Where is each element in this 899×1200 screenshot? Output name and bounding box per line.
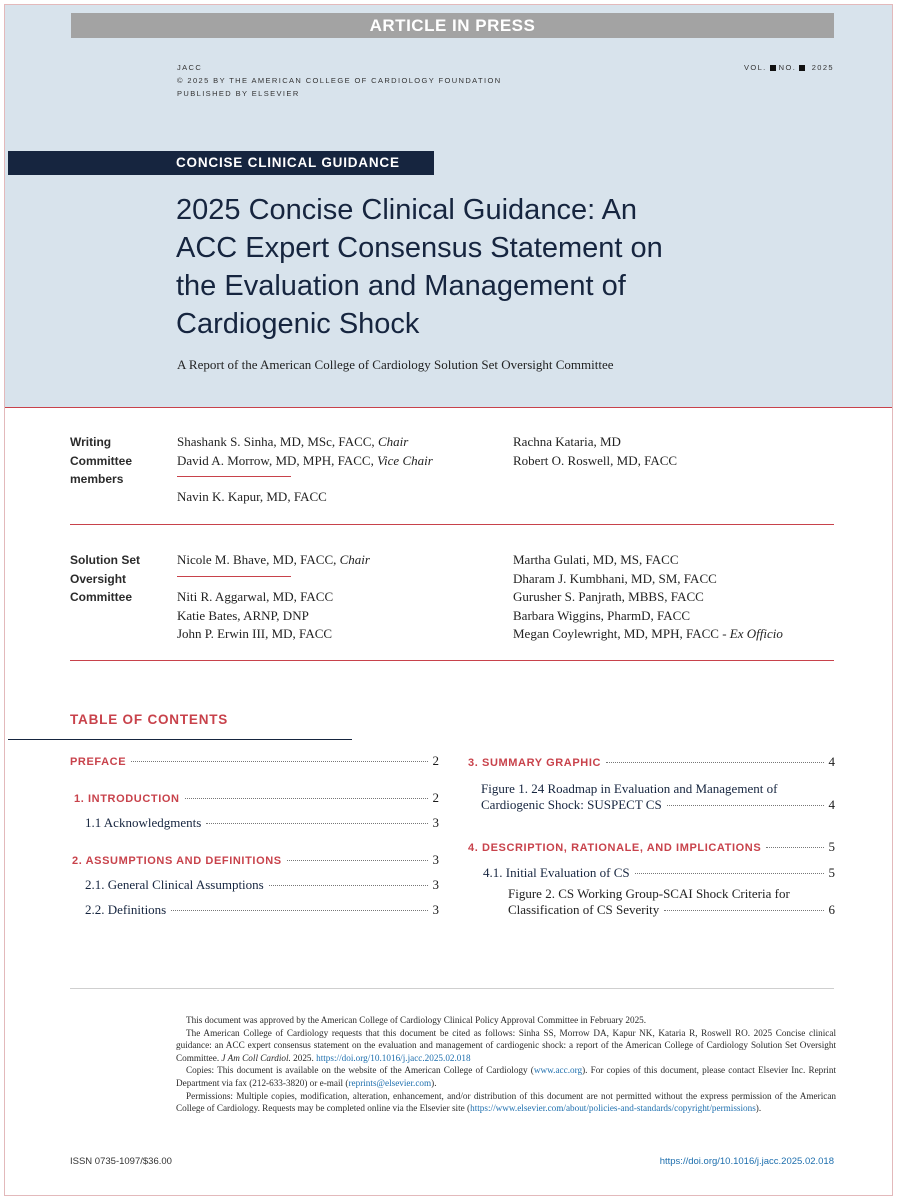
toc-entry-initial-evaluation[interactable]: 4.1. Initial Evaluation of CS 5 — [483, 865, 835, 880]
volume-info — [700, 61, 834, 74]
oversight-right-column — [513, 551, 783, 644]
acc-website-link[interactable]: www.acc.org — [533, 1065, 583, 1076]
no-label: NO. — [778, 63, 797, 72]
publisher-line: PUBLISHED BY ELSEVIER — [177, 89, 300, 98]
toc-entry-summary-graphic[interactable]: 3. SUMMARY GRAPHIC 4 — [468, 754, 835, 769]
committee-divider — [70, 660, 834, 661]
oversight-member: Niti R. Aggarwal, MD, FACC — [177, 589, 334, 604]
title-line: the Evaluation and Management of — [176, 270, 626, 302]
toc-entry-figure1[interactable]: Cardiogenic Shock: SUSPECT CS 4 — [481, 797, 835, 812]
oversight-member: Barbara Wiggins, PharmD, FACC — [513, 607, 691, 623]
citation-note: The American College of Cardiology requests that this document be cited as follows: Sinha SS, Morrow DA, Kapur NK, Kataria R, Roswell RO. 2025 Concise clinical guidance: an ACC expert consensus statement on the evaluation and management of cardiogenic shock: a report of the American College of Cardiology Solution Set Oversight Committee. J Am Coll Cardiol. 2025. https://doi.org/10.1016/j.jacc.2025.02.018 — [176, 1027, 836, 1063]
section-label: CONCISE CLINICAL GUIDANCE — [176, 155, 400, 170]
oversight-chair-divider — [177, 576, 291, 577]
redacted-square-icon — [799, 65, 805, 71]
article-in-press-banner: ARTICLE IN PRESS — [71, 13, 834, 38]
writing-committee-chairs — [177, 433, 433, 470]
permissions-link[interactable]: https://www.elsevier.com/about/policies-and-standards/copyright/permissions — [470, 1103, 756, 1114]
toc-entry-assumptions[interactable]: 2. ASSUMPTIONS AND DEFINITIONS 3 — [72, 852, 439, 867]
oversight-member: Katie Bates, ARNP, DNP — [177, 607, 309, 623]
toc-entry-definitions[interactable]: 2.2. Definitions 3 — [85, 902, 439, 917]
chair-divider — [177, 476, 291, 477]
footer-doi-link[interactable]: https://doi.org/10.1016/j.jacc.2025.02.018 — [659, 1156, 834, 1167]
oversight-left-column — [177, 588, 333, 644]
redacted-square-icon — [770, 65, 776, 71]
copyright-line: © 2025 BY THE AMERICAN COLLEGE OF CARDIOLOGY FOUNDATION — [177, 76, 502, 85]
writing-committee-member: Robert O. Roswell, MD, FACC — [513, 452, 678, 468]
oversight-ex-officio: Megan Coylewright, MD, MPH, FACC - Ex Officio — [513, 626, 783, 641]
toc-underline — [8, 739, 352, 740]
toc-entry-description[interactable]: 4. DESCRIPTION, RATIONALE, AND IMPLICATIONS 5 — [468, 839, 835, 854]
approval-note: This document was approved by the American College of Cardiology Clinical Policy Approval Committee in February 2025. — [186, 1015, 647, 1025]
oversight-member: John P. Erwin III, MD, FACC — [177, 626, 333, 641]
writing-committee-member: Navin K. Kapur, MD, FACC — [177, 489, 327, 504]
toc-entry-figure2[interactable]: Classification of CS Severity 6 — [508, 902, 835, 917]
article-title — [176, 191, 776, 343]
writing-committee-right-column — [513, 433, 677, 470]
writing-committee-label: Writing Committee members — [70, 435, 133, 486]
toc-title: TABLE OF CONTENTS — [70, 712, 229, 727]
oversight-member: Martha Gulati, MD, MS, FACC — [513, 552, 679, 567]
toc-entry-introduction[interactable]: 1. INTRODUCTION 2 — [74, 790, 439, 805]
oversight-member: Gurusher S. Panjrath, MBBS, FACC — [513, 589, 704, 604]
footnotes — [176, 1014, 836, 1115]
citation-doi-link[interactable]: https://doi.org/10.1016/j.jacc.2025.02.018 — [316, 1052, 471, 1063]
article-subtitle: A Report of the American College of Cardiology Solution Set Oversight Committee — [177, 357, 614, 372]
writing-chair: Shashank S. Sinha, MD, MSc, FACC, Chair — [177, 434, 409, 449]
year-label: 2025 — [811, 63, 834, 72]
vol-label: VOL. — [743, 63, 767, 72]
oversight-member: Dharam J. Kumbhani, MD, SM, FACC — [513, 570, 717, 586]
toc-entry-general-assumptions[interactable]: 2.1. General Clinical Assumptions 3 — [85, 877, 439, 892]
committee-divider — [70, 524, 834, 525]
copies-note: Copies: This document is available on the website of the American College of Cardiology (www.acc.org). For copies of this document, please contact Elsevier Inc. Reprint Department via fax (212-633-3820) or e-mail (reprints@elsevier.com). — [176, 1065, 837, 1088]
reprints-email-link[interactable]: reprints@elsevier.com — [348, 1077, 432, 1088]
oversight-committee-label: Solution Set Oversight Committee — [70, 553, 140, 604]
issn-price: ISSN 0735-1097/$36.00 — [70, 1156, 172, 1167]
title-line: Cardiogenic Shock — [176, 308, 420, 340]
writing-vice-chair: David A. Morrow, MD, MPH, FACC, Vice Chair — [177, 452, 433, 468]
title-line: ACC Expert Consensus Statement on — [176, 232, 663, 264]
toc-figure1-line[interactable]: Figure 1. 24 Roadmap in Evaluation and Management of — [481, 781, 778, 796]
toc-entry-preface[interactable]: PREFACE 2 — [70, 753, 439, 768]
title-line: 2025 Concise Clinical Guidance: An — [176, 194, 638, 226]
footnote-divider — [70, 988, 834, 989]
writing-committee-member: Rachna Kataria, MD — [513, 434, 621, 449]
toc-figure2-line[interactable]: Figure 2. CS Working Group-SCAI Shock Criteria for — [508, 886, 790, 901]
oversight-chair: Nicole M. Bhave, MD, FACC, Chair — [177, 552, 370, 567]
permissions-note: Permissions: Multiple copies, modification, alteration, enhancement, and/or distribution of this document are not permitted without the express permission of the American College of Cardiology. Requests may be completed online via the Elsevier site (https://www.elsevier.com/about/policies-and-standards/copyright/permissions). — [176, 1090, 836, 1114]
toc-entry-acknowledgments[interactable]: 1.1 Acknowledgments 3 — [85, 815, 439, 830]
journal-name: JACC — [177, 63, 203, 72]
section-label-bar — [8, 151, 434, 175]
journal-meta — [177, 61, 502, 100]
header-divider — [5, 407, 892, 408]
